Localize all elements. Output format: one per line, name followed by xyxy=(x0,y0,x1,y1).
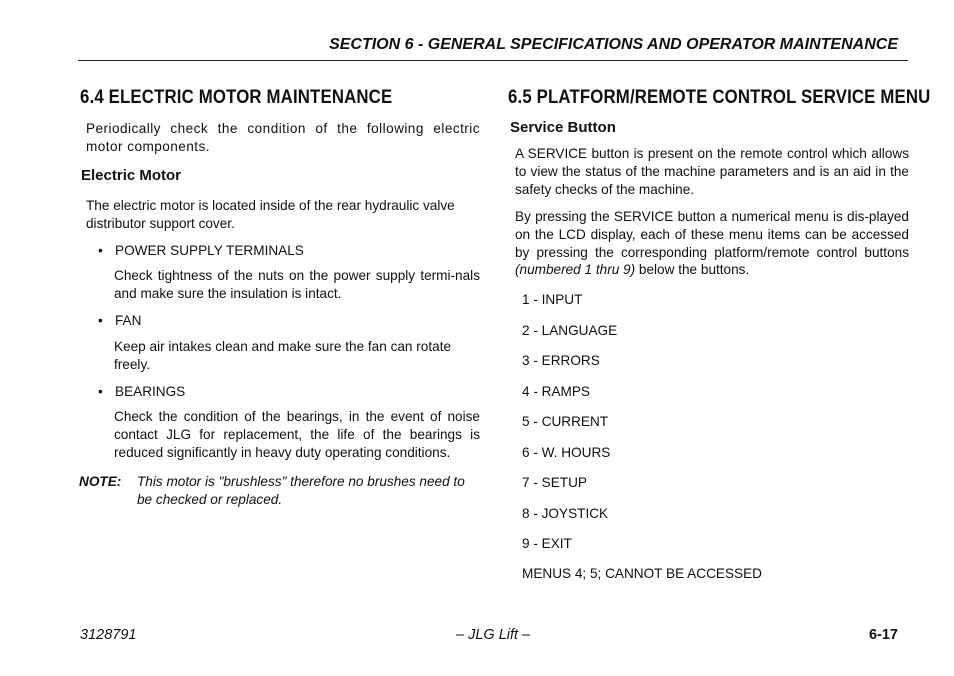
menu-item-setup: 7 - SETUP xyxy=(522,475,587,490)
subheading-electric-motor: Electric Motor xyxy=(81,167,182,184)
bullet-bearings-text: Check the condition of the bearings, in the event of noise contact JLG for replacement, the life of the bearings is reduced significantly in heavy duty operating conditions. xyxy=(114,409,480,460)
paragraph-text: By pressing the SERVICE button a numerical menu is dis-played on the LCD display, each of these menu items can be accessed by pressing the corresponding platform/remote control buttons xyxy=(515,209,909,260)
bullet-dot: • xyxy=(98,243,103,258)
menu-item-input: 1 - INPUT xyxy=(522,292,583,307)
heading-service-menu: 6.5 PLATFORM/REMOTE CONTROL SERVICE MENU xyxy=(508,86,931,108)
bullet-dot: • xyxy=(98,313,103,328)
service-paragraph-2 xyxy=(515,208,909,279)
bullet-fan xyxy=(98,313,141,328)
doc-number: 3128791 xyxy=(80,627,137,643)
paragraph-italic-text: (numbered 1 thru 9) xyxy=(515,262,636,278)
menu-item-language: 2 - LANGUAGE xyxy=(522,322,618,338)
note-label: NOTE: xyxy=(79,474,122,489)
service-paragraph-1: A SERVICE button is present on the remote control which allows to view the status of the machine parameters and is an aid in the safety checks of the machine. xyxy=(515,146,909,197)
menu-item-joystick: 8 - JOYSTICK xyxy=(522,505,609,521)
menu-item-exit: 9 - EXIT xyxy=(522,536,572,551)
motor-paragraph: The electric motor is located inside of the rear hydraulic valve distributor support cover. xyxy=(86,198,455,231)
bullet-title: POWER SUPPLY TERMINALS xyxy=(115,243,304,258)
section-header: SECTION 6 - GENERAL SPECIFICATIONS AND OPERATOR MAINTENANCE xyxy=(329,36,898,53)
bullet-power-supply xyxy=(98,243,304,258)
paragraph-text: below the buttons. xyxy=(635,262,750,278)
subheading-service-button: Service Button xyxy=(510,119,616,136)
bullet-dot: • xyxy=(98,384,103,399)
bullet-title: BEARINGS xyxy=(115,384,186,399)
intro-paragraph: Periodically check the condition of the following electric motor components. xyxy=(86,121,480,154)
menu-item-errors: 3 - ERRORS xyxy=(522,353,600,368)
page-number: 6-17 xyxy=(868,627,898,643)
menu-item-current: 5 - CURRENT xyxy=(522,414,609,429)
bullet-power-supply-text: Check tightness of the nuts on the power supply termi-nals and make sure the insulation is intact. xyxy=(114,268,480,301)
menu-note: MENUS 4; 5; CANNOT BE ACCESSED xyxy=(522,566,762,581)
menu-item-ramps: 4 - RAMPS xyxy=(522,383,590,399)
menu-item-w-hours: 6 - W. HOURS xyxy=(522,444,611,460)
heading-electric-motor-maintenance: 6.4 ELECTRIC MOTOR MAINTENANCE xyxy=(80,86,393,108)
note-text: This motor is "brushless" therefore no brushes need to be checked or replaced. xyxy=(137,474,465,507)
bullet-fan-text: Keep air intakes clean and make sure the fan can rotate freely. xyxy=(114,339,452,372)
header-rule xyxy=(78,60,908,61)
footer-center: – JLG Lift – xyxy=(456,627,531,643)
bullet-bearings xyxy=(98,384,185,399)
bullet-title: FAN xyxy=(115,313,142,328)
